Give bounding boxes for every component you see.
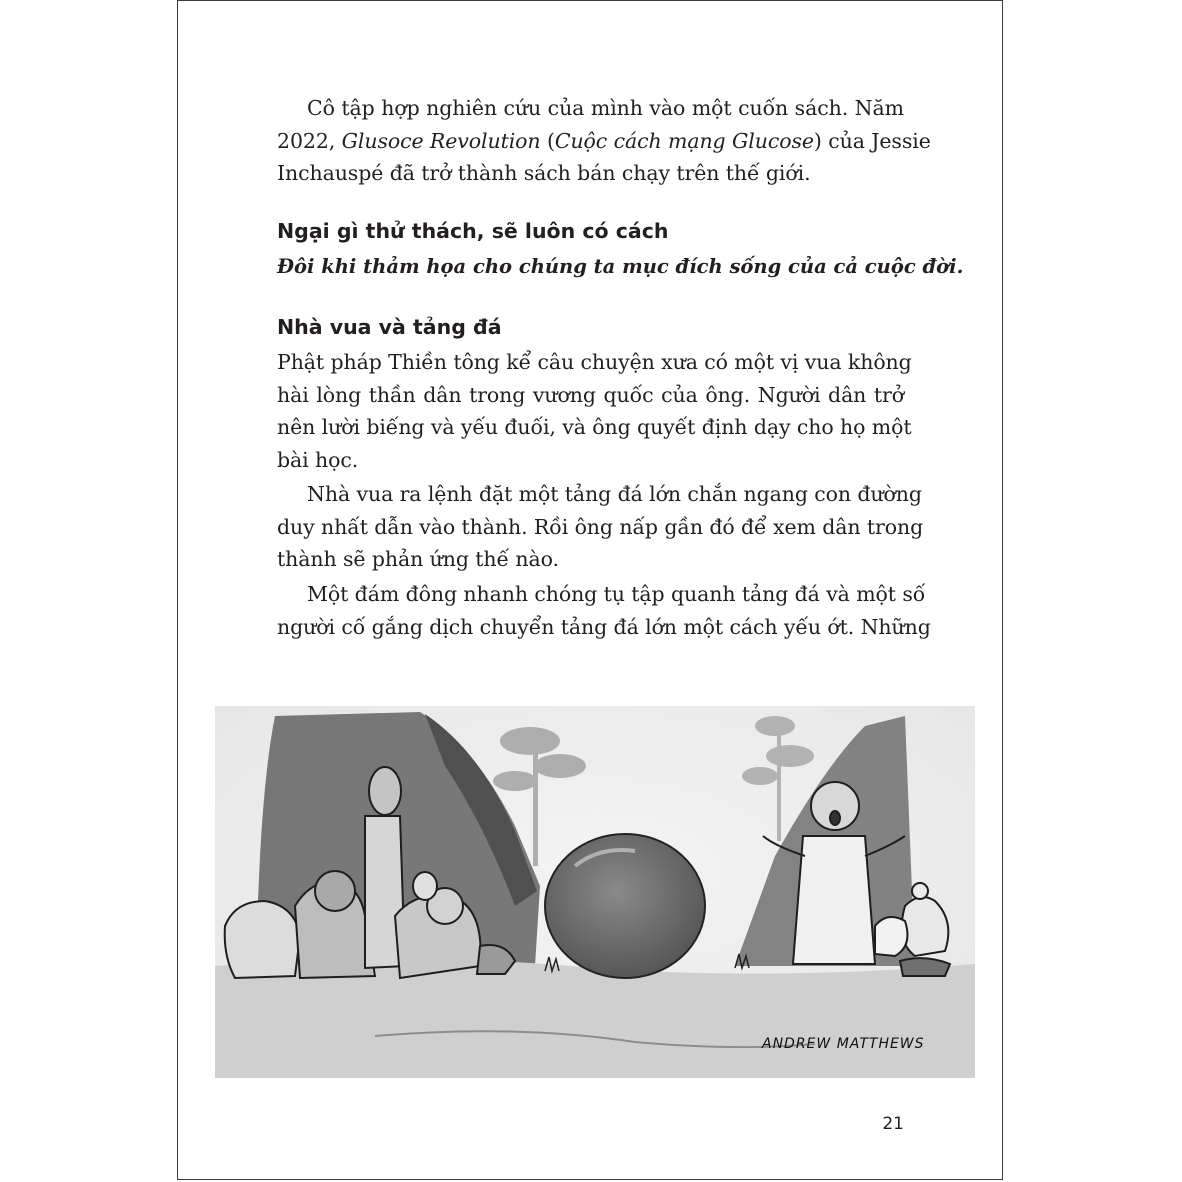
section-header: [277, 216, 964, 282]
rabbit: [875, 917, 907, 956]
intro-line-2-end: ) của Jessie: [813, 128, 931, 153]
boulder: [545, 834, 705, 978]
book-title-translation: Cuộc cách mạng Glucose: [554, 128, 814, 153]
intro-line-2-start: 2022,: [277, 128, 342, 153]
story-p1-line-1: Phật pháp Thiền tông kể câu chuyện xưa có một vị vua không: [277, 350, 912, 374]
book-title: Glusoce Revolution: [341, 128, 541, 153]
boulder-illustration: [215, 706, 975, 1078]
story-p3-line-1: Một đám đông nhanh chóng tụ tập quanh tảng đá và một số: [307, 582, 926, 606]
page-number: 21: [882, 1114, 904, 1134]
section-subtitle: Đôi khi thảm họa cho chúng ta mục đích sống của cả cuộc đời.: [277, 255, 964, 278]
chicken-head: [912, 883, 928, 899]
story-p1-line-4: bài học.: [277, 447, 359, 472]
intro-line-1: Cô tập hợp nghiên cứu của mình vào một cuốn sách. Năm: [307, 96, 904, 120]
intro-line-2: [277, 125, 931, 158]
section-heading: Ngại gì thử thách, sẽ luôn có cách: [277, 219, 669, 243]
intro-line-3: Inchauspé đã trở thành sách bán chạy trên thế giới.: [277, 161, 811, 185]
story-p1-line-2: hài lòng thần dân trong vương quốc của ông. Người dân trở: [277, 382, 904, 407]
animal-left: [225, 901, 300, 978]
standing-man-head: [369, 767, 401, 815]
story-p1-line-3: nên lười biếng và yếu đuối, và ông quyết định dạy cho họ một: [277, 415, 912, 439]
story-paragraph-3: [277, 578, 931, 643]
story-header: [277, 312, 904, 342]
illustrator-signature: ANDREW MATTHEWS: [762, 1036, 925, 1052]
story-p2-line-2: duy nhất dẫn vào thành. Rồi ông nấp gần đó để xem dân trong: [277, 514, 924, 539]
king-robe: [793, 836, 875, 964]
sitting-man-1-head: [315, 871, 355, 911]
king-mouth: [830, 811, 840, 825]
intro-paragraph: [277, 92, 931, 190]
story-paragraph-1: [277, 346, 912, 476]
story-paragraph-2: [277, 478, 924, 576]
story-p2-line-1: Nhà vua ra lệnh đặt một tảng đá lớn chắn ngang con đường: [307, 482, 922, 506]
rock-perch: [900, 958, 950, 976]
story-p3-line-2: người cố gắng dịch chuyển tảng đá lớn một cách yếu ớt. Những: [277, 614, 931, 639]
open-paren: (: [540, 128, 555, 153]
story-heading: Nhà vua và tảng đá: [277, 315, 502, 339]
story-p2-line-3: thành sẽ phản ứng thế nào.: [277, 547, 559, 571]
child: [413, 872, 437, 900]
